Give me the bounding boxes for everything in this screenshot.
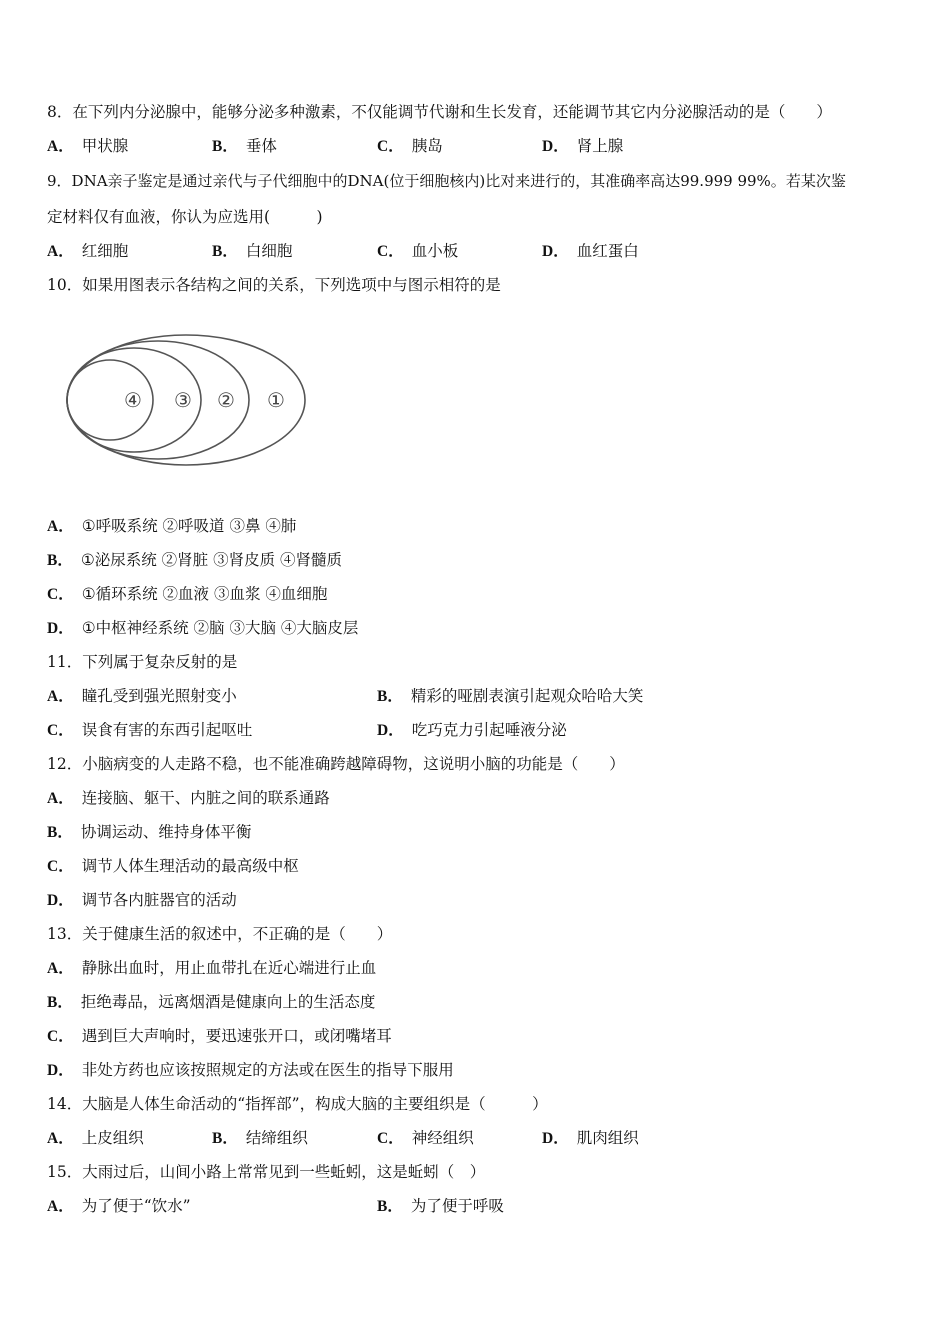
diagram-label-3: ③ <box>174 388 192 412</box>
q12-option-b[interactable] <box>47 822 251 843</box>
option-label: D． <box>47 892 74 909</box>
option-label: D． <box>542 243 569 260</box>
option-label: B． <box>377 688 403 705</box>
option-label: A． <box>47 138 74 155</box>
option-text: 为了便于呼吸 <box>410 1197 504 1215</box>
q8-option-b[interactable] <box>212 136 277 157</box>
option-text: 肌肉组织 <box>576 1129 639 1147</box>
q10-option-c[interactable] <box>47 584 327 605</box>
q8-option-a[interactable] <box>47 136 128 157</box>
q9-option-d[interactable] <box>542 241 639 262</box>
q15-stem: 15．大雨过后，山间小路上常常见到一些蚯蚓，这是蚯蚓（ ） <box>47 1163 486 1181</box>
option-text: 拒绝毒品，远离烟酒是健康向上的生活态度 <box>80 993 376 1011</box>
option-label: B． <box>47 552 73 569</box>
option-text: ①呼吸系统 ②呼吸道 ③鼻 ④肺 <box>81 517 297 535</box>
option-label: A． <box>47 790 74 807</box>
option-label: A． <box>47 1198 74 1215</box>
option-text: 神经组织 <box>411 1129 474 1147</box>
q15-option-a[interactable] <box>47 1196 191 1217</box>
option-label: B． <box>212 1130 238 1147</box>
option-text: ①循环系统 ②血液 ③血浆 ④血细胞 <box>81 585 328 603</box>
option-label: A． <box>47 1130 74 1147</box>
q10-stem: 10．如果用图表示各结构之间的关系，下列选项中与图示相符的是 <box>47 276 501 294</box>
option-label: B． <box>47 824 73 841</box>
q11-option-b[interactable] <box>377 686 643 707</box>
q8-stem: 8．在下列内分泌腺中，能够分泌多种激素，不仅能调节代谢和生长发育，还能调节其它内分泌腺活动的是（ ） <box>47 103 832 121</box>
option-label: A． <box>47 243 74 260</box>
option-text: 静脉出血时，用止血带扎在近心端进行止血 <box>81 959 377 977</box>
q13-option-b[interactable] <box>47 992 375 1013</box>
option-text: 红细胞 <box>81 242 129 260</box>
option-label: C． <box>47 586 74 603</box>
option-text: 结缔组织 <box>245 1129 308 1147</box>
option-text: 连接脑、躯干、内脏之间的联系通路 <box>81 789 330 807</box>
q10-option-b[interactable] <box>47 550 342 571</box>
option-text: 精彩的哑剧表演引起观众哈哈大笑 <box>410 687 644 705</box>
option-text: 上皮组织 <box>81 1129 144 1147</box>
option-label: B． <box>212 243 238 260</box>
q14-option-c[interactable] <box>377 1128 474 1149</box>
q9-option-a[interactable] <box>47 241 128 262</box>
option-label: D． <box>377 722 404 739</box>
option-text: 吃巧克力引起唾液分泌 <box>411 721 567 739</box>
option-text: 甲状腺 <box>81 137 129 155</box>
option-label: B． <box>377 1198 403 1215</box>
option-label: A． <box>47 688 74 705</box>
option-label: C． <box>377 1130 404 1147</box>
option-text: ①泌尿系统 ②肾脏 ③肾皮质 ④肾髓质 <box>80 551 343 569</box>
diagram-label-4: ④ <box>124 388 142 412</box>
option-text: 白细胞 <box>245 242 293 260</box>
q15-option-b[interactable] <box>377 1196 504 1217</box>
q8-option-c[interactable] <box>377 136 443 157</box>
diagram-label-2: ② <box>217 388 235 412</box>
nested-ellipse-diagram <box>60 325 320 475</box>
q11-option-c[interactable] <box>47 720 252 741</box>
option-label: C． <box>47 722 74 739</box>
option-label: B． <box>212 138 238 155</box>
option-label: C． <box>47 1028 74 1045</box>
q11-option-a[interactable] <box>47 686 237 707</box>
q12-stem: 12．小脑病变的人走路不稳，也不能准确跨越障碍物，这说明小脑的功能是（ ） <box>47 755 625 773</box>
option-text: 调节人体生理活动的最高级中枢 <box>81 857 299 875</box>
q14-option-d[interactable] <box>542 1128 639 1149</box>
option-text: 血小板 <box>411 242 459 260</box>
q13-option-d[interactable] <box>47 1060 454 1081</box>
option-label: C． <box>377 138 404 155</box>
q10-option-a[interactable] <box>47 516 296 537</box>
option-text: 肾上腺 <box>576 137 624 155</box>
option-text: ①中枢神经系统 ②脑 ③大脑 ④大脑皮层 <box>81 619 359 637</box>
option-text: 遇到巨大声响时，要迅速张开口，或闭嘴堵耳 <box>81 1027 392 1045</box>
q14-stem: 14．大脑是人体生命活动的“指挥部”，构成大脑的主要组织是（ ） <box>47 1095 548 1113</box>
q13-option-a[interactable] <box>47 958 376 979</box>
q10-option-d[interactable] <box>47 618 358 639</box>
option-label: D． <box>47 1062 74 1079</box>
option-text: 非处方药也应该按照规定的方法或在医生的指导下服用 <box>81 1061 454 1079</box>
q12-option-d[interactable] <box>47 890 237 911</box>
diagram-label-1: ① <box>267 388 285 412</box>
option-text: 瞳孔受到强光照射变小 <box>81 687 237 705</box>
q8-option-d[interactable] <box>542 136 623 157</box>
q9-option-c[interactable] <box>377 241 458 262</box>
option-text: 垂体 <box>245 137 277 155</box>
option-label: A． <box>47 960 74 977</box>
option-label: D． <box>542 1130 569 1147</box>
q14-option-b[interactable] <box>212 1128 308 1149</box>
q14-option-a[interactable] <box>47 1128 144 1149</box>
option-text: 误食有害的东西引起呕吐 <box>81 721 253 739</box>
option-label: D． <box>542 138 569 155</box>
q13-option-c[interactable] <box>47 1026 392 1047</box>
option-label: C． <box>377 243 404 260</box>
option-label: B． <box>47 994 73 1011</box>
q13-stem: 13．关于健康生活的叙述中，不正确的是（ ） <box>47 925 393 943</box>
option-text: 调节各内脏器官的活动 <box>81 891 237 909</box>
option-text: 胰岛 <box>411 137 443 155</box>
q12-option-c[interactable] <box>47 856 299 877</box>
q9-stem-line2: 定材料仅有血液，你认为应选用( ) <box>47 208 323 226</box>
q11-option-d[interactable] <box>377 720 567 741</box>
option-label: D． <box>47 620 74 637</box>
option-text: 为了便于“饮水” <box>81 1197 191 1215</box>
q11-stem: 11．下列属于复杂反射的是 <box>47 653 238 671</box>
q9-option-b[interactable] <box>212 241 292 262</box>
option-label: C． <box>47 858 74 875</box>
option-text: 协调运动、维持身体平衡 <box>80 823 252 841</box>
q12-option-a[interactable] <box>47 788 330 809</box>
option-label: A． <box>47 518 74 535</box>
q9-stem-line1: 9．DNA亲子鉴定是通过亲代与子代细胞中的DNA(位于细胞核内)比对来进行的，其准确率高达99.999 99%。若某次鉴 <box>47 172 846 190</box>
option-text: 血红蛋白 <box>576 242 639 260</box>
